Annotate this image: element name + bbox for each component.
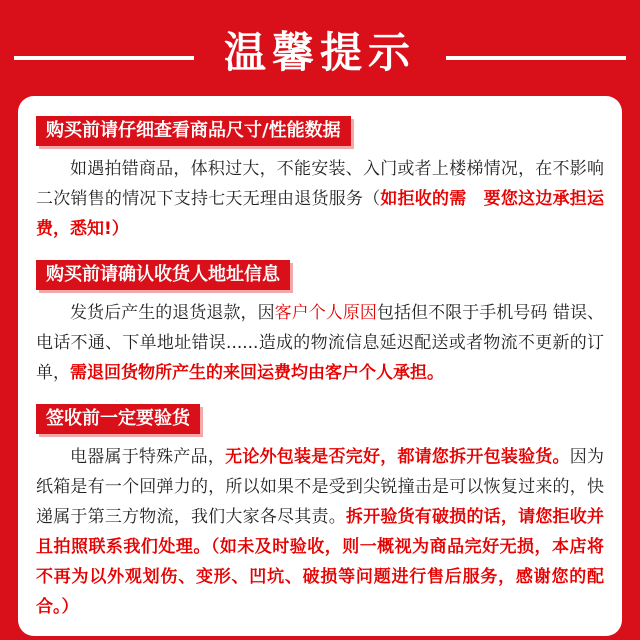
body-text: ） bbox=[111, 219, 129, 239]
section-inspection bbox=[18, 404, 622, 622]
section-header: 购买前请确认收货人地址信息 bbox=[36, 260, 290, 290]
notice-card bbox=[18, 96, 622, 636]
highlight-text: 需退回货物所产生的来回运费均由客户个人承担。 bbox=[70, 363, 444, 383]
body-text: 电器属于特殊产品， bbox=[70, 447, 226, 467]
page-title: 温馨提示 bbox=[223, 28, 416, 77]
body-text: 包括但不限于手机号码 错误、电话不通、下单地址错误......造成的物流信息延迟配送或者物流不更新的订单， bbox=[36, 303, 605, 383]
body-text: 如遇拍错商品，体积过大，不能安装、入门或者上楼梯情况，在不影响二次销售的情况下支持七天无理由退货服务（ bbox=[36, 159, 604, 209]
section-body bbox=[36, 298, 604, 388]
section-size-check bbox=[18, 116, 622, 244]
section-body bbox=[36, 442, 604, 622]
section-header: 签收前一定要验货 bbox=[36, 404, 200, 434]
highlight-text: 如拒收的需 要您这边承担运费，悉知! bbox=[36, 189, 604, 239]
body-text: 因为纸箱是有一个回弹力的，所以如果不是受到尖锐撞击是可以恢复过来的，快递属于第三方物流，我们大家各尽其责。 bbox=[36, 447, 605, 527]
section-header: 购买前请仔细查看商品尺寸/性能数据 bbox=[36, 116, 351, 146]
highlight-text: 无论外包装是否完好，都请您拆开包装验货。 bbox=[225, 447, 570, 467]
section-body bbox=[36, 154, 604, 244]
highlight-text: 客户个人原因 bbox=[274, 303, 377, 323]
title-banner bbox=[0, 8, 640, 92]
title-divider-left bbox=[14, 56, 194, 60]
body-text: 发货后产生的退货退款，因 bbox=[70, 303, 275, 323]
section-address-check bbox=[18, 260, 622, 388]
highlight-text: 拆开验货有破损的话，请您拒收并且拍照联系我们处理。（如未及时验收，则一概视为商品完好无损，本店将不再为以外观划伤、变形、凹坑、破损等问题进行售后服务，感谢您的配合。） bbox=[36, 507, 604, 617]
title-divider-right bbox=[446, 56, 626, 60]
